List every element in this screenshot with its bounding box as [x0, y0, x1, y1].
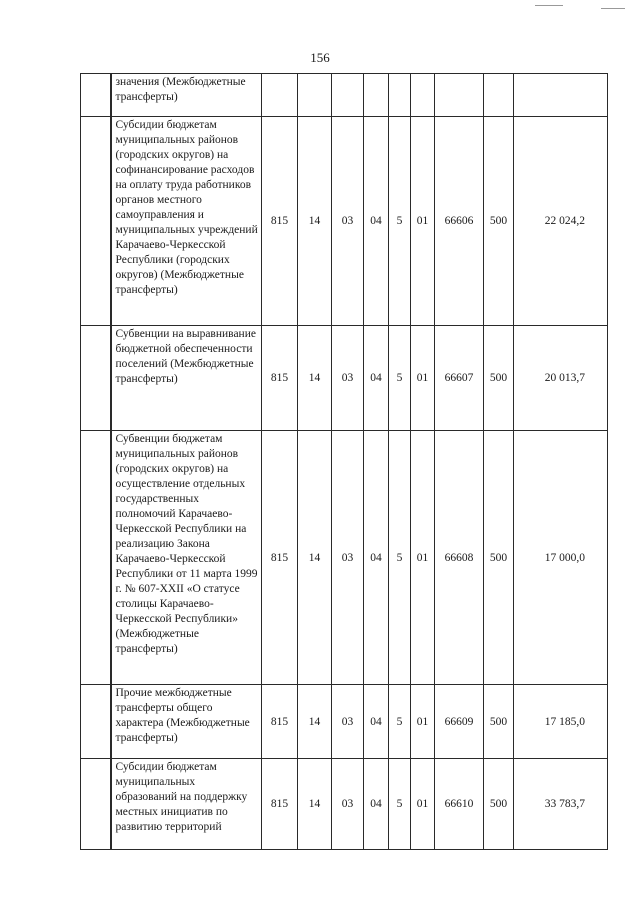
- section-code-cell: [298, 74, 332, 117]
- subprogram-code-cell: 5: [389, 759, 411, 850]
- budget-table: [80, 73, 608, 850]
- expense-name-cell: Субвенции бюджетам муниципальных районов (городских округов) на осуществление отдельных государственных полномочий Карачаево-Черкесской Республики на реализацию Закона Карачаево-Черкесской Республики от 11 марта 1999 г. № 607-XXII «О статусе столицы Карачаево-Черкесской Республики» (Межбюджетные трансферты): [111, 431, 262, 685]
- direction-code-cell: 66606: [435, 117, 484, 326]
- ministry-code-cell: 815: [262, 326, 298, 431]
- section-code-cell: 14: [298, 685, 332, 759]
- program-code-cell: 04: [364, 117, 389, 326]
- row-number-cell: [81, 74, 111, 117]
- direction-code-cell: [435, 74, 484, 117]
- ministry-code-cell: 815: [262, 431, 298, 685]
- main-event-code-cell: 01: [411, 685, 435, 759]
- section-code-cell: 14: [298, 759, 332, 850]
- main-event-code-cell: 01: [411, 326, 435, 431]
- direction-code-cell: 66610: [435, 759, 484, 850]
- amount-cell: 17 000,0: [514, 431, 608, 685]
- subprogram-code-cell: [389, 74, 411, 117]
- subprogram-code-cell: 5: [389, 326, 411, 431]
- expense-type-cell: 500: [484, 685, 514, 759]
- subsection-code-cell: 03: [332, 759, 364, 850]
- expense-name-cell: Субсидии бюджетам муниципальных районов (городских округов) на софинансирование расходов на оплату труда работников органов местного самоуправления и муниципальных учреждений Карачаево-Черкесской Республики (городских округов) (Межбюджетные трансферты): [111, 117, 262, 326]
- program-code-cell: 04: [364, 685, 389, 759]
- amount-cell: 22 024,2: [514, 117, 608, 326]
- row-number-cell: [81, 685, 111, 759]
- subsection-code-cell: 03: [332, 685, 364, 759]
- table-row: [81, 74, 608, 117]
- expense-name-cell: Субсидии бюджетам муниципальных образований на поддержку местных инициатив по развитию территорий: [111, 759, 262, 850]
- amount-cell: [514, 74, 608, 117]
- ministry-code-cell: [262, 74, 298, 117]
- main-event-code-cell: 01: [411, 759, 435, 850]
- subsection-code-cell: 03: [332, 326, 364, 431]
- program-code-cell: 04: [364, 431, 389, 685]
- expense-type-cell: 500: [484, 326, 514, 431]
- program-code-cell: 04: [364, 759, 389, 850]
- row-number-cell: [81, 326, 111, 431]
- direction-code-cell: 66609: [435, 685, 484, 759]
- expense-type-cell: [484, 74, 514, 117]
- amount-cell: 33 783,7: [514, 759, 608, 850]
- row-number-cell: [81, 759, 111, 850]
- expense-name-cell: значения (Межбюджетные трансферты): [111, 74, 262, 117]
- amount-cell: 17 185,0: [514, 685, 608, 759]
- row-number-cell: [81, 117, 111, 326]
- subprogram-code-cell: 5: [389, 685, 411, 759]
- subprogram-code-cell: 5: [389, 431, 411, 685]
- table-row: [81, 685, 608, 759]
- section-code-cell: 14: [298, 117, 332, 326]
- table-row: [81, 431, 608, 685]
- direction-code-cell: 66608: [435, 431, 484, 685]
- expense-name-cell: Субвенции на выравнивание бюджетной обеспеченности поселений (Межбюджетные трансферты): [111, 326, 262, 431]
- direction-code-cell: 66607: [435, 326, 484, 431]
- table-row: [81, 759, 608, 850]
- page-number: 156: [310, 50, 330, 65]
- program-code-cell: 04: [364, 326, 389, 431]
- section-code-cell: 14: [298, 431, 332, 685]
- table-row: [81, 326, 608, 431]
- subsection-code-cell: 03: [332, 431, 364, 685]
- scan-artifact-line: [601, 8, 625, 9]
- program-code-cell: [364, 74, 389, 117]
- expense-type-cell: 500: [484, 431, 514, 685]
- subsection-code-cell: [332, 74, 364, 117]
- amount-cell: 20 013,7: [514, 326, 608, 431]
- main-event-code-cell: 01: [411, 117, 435, 326]
- scan-artifact-line: [535, 5, 563, 6]
- expense-type-cell: 500: [484, 117, 514, 326]
- expense-type-cell: 500: [484, 759, 514, 850]
- section-code-cell: 14: [298, 326, 332, 431]
- ministry-code-cell: 815: [262, 117, 298, 326]
- subsection-code-cell: 03: [332, 117, 364, 326]
- main-event-code-cell: [411, 74, 435, 117]
- main-event-code-cell: 01: [411, 431, 435, 685]
- row-number-cell: [81, 431, 111, 685]
- ministry-code-cell: 815: [262, 759, 298, 850]
- table-row: [81, 117, 608, 326]
- expense-name-cell: Прочие межбюджетные трансферты общего характера (Межбюджетные трансферты): [111, 685, 262, 759]
- subprogram-code-cell: 5: [389, 117, 411, 326]
- ministry-code-cell: 815: [262, 685, 298, 759]
